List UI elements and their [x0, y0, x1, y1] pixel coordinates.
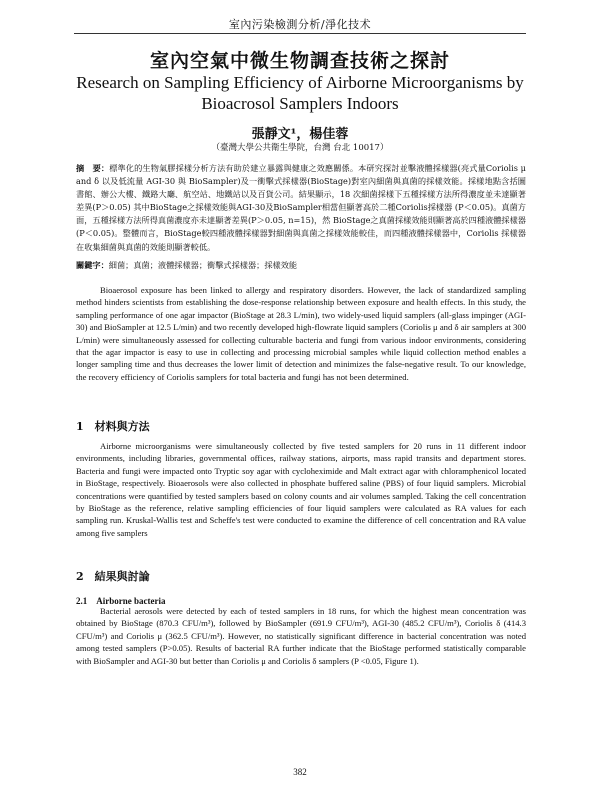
abstract-label: 摘 要：	[76, 163, 110, 173]
abstract-chinese	[76, 162, 526, 254]
authors: 張靜文¹，楊佳蓉	[251, 127, 349, 142]
section-heading-results: 2 結果與討論	[76, 570, 150, 583]
keywords-text: 細菌；真菌；液體採樣器；衝擊式採樣器；採樣效能	[108, 260, 298, 270]
header-divider	[74, 33, 526, 34]
subsection-heading-bacteria: 2.1 Airborne bacteria	[76, 596, 166, 606]
methods-paragraph: Airborne microorganisms were simultaneously collected by five tested samplers for 20 runs in 11 different indoor environments, including libraries, governmental offices, railway stations, airports, mass rapid transits and department stores. Bacteria and fungi were impacted onto Tryptic soy agar with cycloheximide and Malt extract agar with chloramphenicol located in BioStage, respectively. Bioaerosols were also collected in phosphate buffered saline (PBS) of four liquid samplers. Microbial concentrations were quantified by tested samplers based on colony counts and air volumes sampled. Taking the cell concentration by BioStage as the reference, relative sampling efficiencies of four liquid samplers were calculated as RA values for each sampling run. Kruskal-Wallis test and Scheffe's test were conducted to examine the difference of cell concentration and RA value among five samplers	[76, 441, 526, 538]
title-english: Research on Sampling Efficiency of Airborne Microorganisms by Bioacrosol Samplers Indoors	[76, 73, 524, 113]
keywords-label: 關鍵字：	[76, 260, 109, 270]
affiliation: （臺灣大學公共衛生學院，台灣 台北 10017）	[211, 143, 389, 153]
section-heading-methods: 1 材料與方法	[76, 420, 150, 433]
title-chinese: 室內空氣中微生物調查技術之探討	[149, 50, 450, 72]
keywords	[76, 260, 526, 271]
running-header: 室內污染檢測分析/淨化技术	[228, 18, 372, 31]
results-paragraph: Bacterial aerosols were detected by each of tested samplers in 18 runs, for which the highest mean concentration was obtained by BioStage (870.3 CFU/m³), followed by BioSampler (691.9 CFU/m³), AGI-30 (485.2 CFU/m³), Coriolis δ (414.3 CFU/m³) and Coriolis μ (362.5 CFU/m³). However, no statistically significant difference in bacterial concentration was noted among tested samplers (P>0.05). Results of bacterial RA further indicate that the BioStage performed statistically comparable with BioSampler and AGI-30 but better than Coriolis μ and Coriolis δ samplers (P <0.05, Figure 1).	[76, 606, 526, 666]
abstract-chinese-text: 標準化的生物氣膠採樣分析方法有助於建立暴露與健康之效應關係。本研究探討並擊液體採樣器(亮式量Coriolis μ and δ 以及低流量 AGI-30 與 BioSampler)及一衝擊式採樣器(BioStage)對室內細菌與真菌的採樣效能。採樣地點含括圖書館、辦公大樓、鐵路大廳、航空站、地鐵站以及百貨公司。結果顯示，18 次細菌採樣下五種採樣方法所得濃度並未達顯著差異(P＞0.05) 其中BioStage之採樣效能與AGI-30及BioSampler相當但顯著高於二種Coriolis採樣器 (P＜0.05)。真菌方面，五種採樣方法所得真菌濃度亦未達顯著差異(P＞0.05, n=15)，然 BioStage之真菌採樣效能則顯著高於四種液體採樣器 (P＜0.05)。整體而言，BioStage較四種液體採樣器對細菌與真菌之採樣效能較佳，而四種液體採樣器中，Coriolis 採樣器在收集細菌與真菌的效能則顯著較低。	[76, 163, 526, 252]
abstract-english: Bioaerosol exposure has been linked to allergy and respiratory disorders. However, the lack of standardized sampling method hinders scientists from establishing the dose-response relationship between exposure and health effects. In this study, the sampling performance of one agar impactor (BioStage at 28.3 L/min), two widely-used liquid samplers (all-glass impinger (AGI-30) and BioSampler at 12.5 L/min) and two recently developed high-flowrate liquid samplers (Coriolis μ and δ air samplers at 300 L/min) were simultaneously assessed for collecting culturable bacteria and fungi from various indoor environments, considering that the agar impactor is easy to use in collecting and processing microbial samples while liquid collection method enables a longer sampling time and thus decreases the lower limit of detection and minimizes the false-negative result. To our knowledge, the recovery efficiency of Coriolis samplers for total bacteria and fungi has not been determined.	[76, 285, 526, 382]
page-number: 382	[293, 767, 307, 777]
